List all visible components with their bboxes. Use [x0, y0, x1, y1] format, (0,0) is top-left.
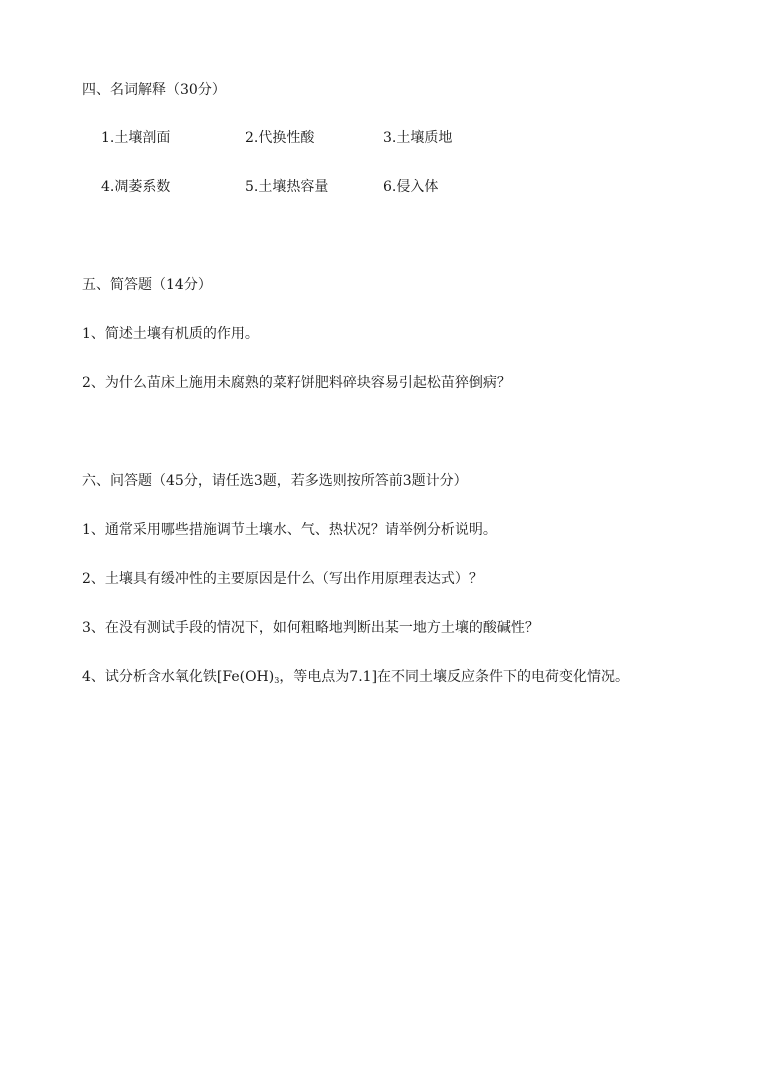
q4-suffix: ，等电点为7.1]在不同土壤反应条件下的电荷变化情况。	[279, 669, 630, 685]
question-item: 1、简述土壤有机质的作用。	[82, 326, 259, 342]
question-item: 3、在没有测试手段的情况下，如何粗略地判断出某一地方土壤的酸碱性？	[82, 620, 539, 636]
question-item: 2、为什么苗床上施用未腐熟的菜籽饼肥料碎块容易引起松苗猝倒病？	[82, 375, 511, 391]
section6-heading: 六、问答题（45分，请任选3题，若多选则按所答前3题计分）	[82, 473, 468, 489]
term-item: 4.凋萎系数	[101, 179, 171, 195]
q4-prefix: 4、试分析含水氧化铁[Fe(OH)	[82, 669, 275, 685]
term-item: 2.代换性酸	[245, 130, 315, 146]
section5-heading: 五、简答题（14分）	[82, 277, 212, 293]
question-item-4	[82, 667, 629, 691]
term-item: 3.土壤质地	[383, 130, 453, 146]
term-item: 6.侵入体	[383, 179, 439, 195]
section4-heading: 四、名词解释（30分）	[82, 82, 226, 98]
question-item: 2、土壤具有缓冲性的主要原因是什么（写出作用原理表达式）？	[82, 571, 483, 587]
q4-subscript: 3	[274, 676, 280, 685]
question-item: 1、通常采用哪些措施调节土壤水、气、热状况？请举例分析说明。	[82, 522, 497, 538]
term-item: 1.土壤剖面	[101, 130, 171, 146]
term-item: 5.土壤热容量	[245, 179, 329, 195]
